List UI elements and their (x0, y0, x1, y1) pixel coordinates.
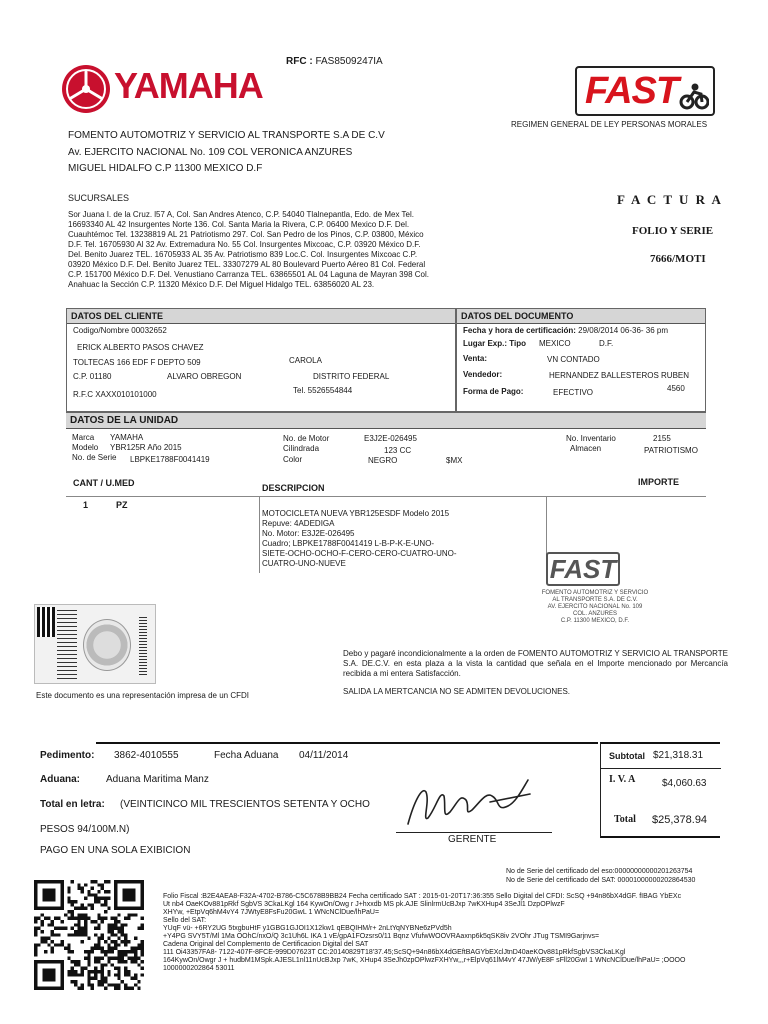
totals-divider (601, 768, 721, 769)
unit-color-label: Color (283, 455, 303, 464)
client-colony: CAROLA (289, 356, 322, 365)
fiscal-line: Cadena Original del Complemento de Certificacion Digital del SAT (163, 941, 369, 948)
customs-date-label: Fecha Aduana (214, 750, 279, 761)
seller-value: HERNANDEZ BALLESTEROS RUBEN (549, 371, 690, 380)
folio-label: FOLIO Y SERIE (632, 225, 714, 237)
unit-model-value: YBR125R Año 2015 (110, 443, 182, 452)
signer-title: GERENTE (448, 834, 497, 845)
col-header-amount: IMPORTE (638, 477, 680, 487)
unit-warehouse-value: PATRIOTISMO (644, 446, 698, 455)
client-municipality: ALVARO OBREGON (167, 372, 242, 381)
qr-code (34, 880, 144, 990)
rfc-label: RFC : (286, 56, 313, 67)
signature (400, 772, 550, 832)
document-box (456, 308, 706, 412)
iva-value: $4,060.63 (662, 778, 707, 789)
desc-line: SIETE-OCHO-OCHO-F-CERO-CERO-CUATRO-UNO- (262, 549, 457, 558)
client-rfc: R.F.C XAXX010101000 (73, 390, 157, 399)
fiscal-line: 164KywOn/Owgr J + hudbM1MSpk.AJESL1nl11nUcBJxp 7wK, XHup4 3SeJh0zpOPlwzFXHYw,,,r+ElpVq61lM4vY 47JW/yE8F sFll20GwI 1 WNcNClDue/lhPaU= ;OOOO (163, 957, 686, 964)
client-box (66, 308, 456, 412)
card-text-lines (57, 609, 77, 679)
total-label: Total (614, 814, 636, 825)
cert-date-label: Fecha y hora de certificación: (463, 326, 576, 335)
place-value-2: D.F. (599, 339, 614, 348)
pedimento-label: Pedimento: (40, 750, 95, 761)
branches-list (68, 210, 488, 290)
stamp-line: AL TRANSPORTE S.A. DE C.V. (552, 597, 638, 603)
unit-cyl-label: Cilindrada (283, 444, 320, 453)
iva-label: I. V. A (609, 774, 636, 785)
stamp-logo: FAST (546, 552, 620, 586)
client-cp: C.P. 01180 (73, 372, 112, 381)
qty-divider (259, 497, 260, 573)
pedimento-value: 3862-4010555 (114, 750, 179, 761)
total-letter-value-1: (VEINTICINCO MIL TRESCIENTOS SETENTA Y OCHO (120, 799, 370, 810)
invoice-title: F A C T U R A (617, 192, 723, 207)
desc-line: Cuadro; LBPKE1788F0041419 L-B-P-K-E-UNO- (262, 539, 435, 548)
col-header-desc: DESCRIPCION (262, 483, 325, 493)
sale-label: Venta: (463, 354, 488, 363)
unit-currency: $MX (446, 456, 463, 465)
tax-regime: REGIMEN GENERAL DE LEY PERSONAS MORALES (511, 120, 708, 129)
unit-model-label: Modelo (72, 443, 99, 452)
company-name: FOMENTO AUTOMOTRIZ Y SERVICIO AL TRANSPORTE S.A DE C.V (68, 130, 385, 141)
yamaha-logo (60, 60, 263, 116)
card-seal-icon (83, 619, 131, 671)
stamp-line: AV. EJERCITO NACIONAL No. 109 (547, 604, 643, 610)
stamp-text (520, 590, 670, 625)
company-address-2: MIGUEL HIDALFO C.P 11300 MEXICO D.F (68, 163, 263, 174)
fiscal-line: XHYw, +EtpVq6hM4vY4 7JWtyE8FsFu20GwL 1 WNcNClDue/lhPaU= (163, 909, 380, 916)
card-qr-block (37, 607, 55, 637)
unit-color-value: NEGRO (368, 456, 398, 465)
unit-brand-label: Marca (72, 433, 95, 442)
tax-id-card-image (34, 604, 156, 684)
customs-date-value: 04/11/2014 (299, 750, 349, 761)
subtotal-value: $21,318.31 (653, 750, 704, 761)
branch-line: D.F. Tel. 16705930 Al 32 Av. Extremadura No. 55 Col. Insurgentes Mixcoac, C.P. 03920 México D.F. (68, 240, 421, 249)
item-description (262, 509, 457, 569)
company-stamp (520, 548, 670, 638)
payment-extra: 4560 (667, 384, 685, 393)
yamaha-tuning-fork-icon (60, 62, 112, 116)
place-label: Lugar Exp.: Tipo (463, 339, 526, 348)
stamp-line: FOMENTO AUTOMOTRIZ Y SERVICIO (541, 590, 649, 596)
client-state: DISTRITO FEDERAL (313, 372, 390, 381)
cert-date-value: 29/08/2014 06-36- 36 pm (578, 326, 669, 335)
payment-label: Forma de Pago: (463, 387, 524, 396)
folio-value: 7666/MOTI (650, 253, 706, 265)
fiscal-line: Ut nb4 OaeKOv881pRkf SgbVS 3CkaLKgl 164 KywOn/Owg r J+hxxdb MS pk.AJE SlinlrmUcBJxp 7wKXHup4 3SeJl1 DzpOPlwzF (163, 901, 565, 908)
aduana-label: Aduana: (40, 774, 80, 785)
fiscal-line: 1000000202864 53011 (163, 965, 235, 972)
seller-label: Vendedor: (463, 370, 503, 379)
footer-top-line (96, 742, 598, 744)
desc-line: Repuve: 4ADEDIGA (262, 519, 335, 528)
branch-line: 16693340 AL 42 Insurgentes Norte 136. Col. Santa Maria la Rivera, C.P. 06400 Mexico D.F. Del. (68, 220, 410, 229)
subtotal-label: Subtotal (609, 751, 645, 761)
fast-wordmark: FAST (585, 70, 679, 112)
client-name: ERICK ALBERTO PASOS CHAVEZ (77, 343, 204, 352)
branch-line: Cuauhtémoc Tel. 13238819 AL 21 Patriotismo 297. Col. San Pedro de los Pinos, C.P. 03800, México (68, 230, 424, 239)
client-code: Codigo/Nombre 00032652 (73, 326, 167, 335)
signature-line (396, 832, 552, 833)
client-title: DATOS DEL CLIENTE (67, 309, 455, 324)
client-phone: Tel. 5526554844 (293, 386, 353, 395)
branch-line: Sor Juana I. de la Cruz. l57 A, Col. San Andres Atenco, C.P. 54040 Tlalnepantla, Edo. de Mex Tel. (68, 210, 414, 219)
rfc-line (286, 56, 383, 68)
stamp-line: C.P. 11300 MEXICO, D.F. (560, 618, 630, 624)
stamp-line: COL. ANZURES (572, 611, 617, 617)
fast-logo (575, 66, 715, 116)
fiscal-line: Sello del SAT: (163, 917, 207, 924)
col-header-qty: CANT / U.MED (73, 478, 135, 488)
aduana-value: Aduana Maritima Manz (106, 774, 209, 785)
desc-line: No. Motor: E3J2E-026495 (262, 529, 355, 538)
unit-serial-label: No. de Serie (72, 453, 117, 462)
card-side-lines (139, 615, 147, 675)
client-street: TOLTECAS 166 EDF F DEPTO 509 (73, 358, 201, 367)
payment-note: PAGO EN UNA SOLA EXIBICION (40, 845, 191, 856)
payment-value: EFECTIVO (553, 388, 594, 397)
fiscal-line: 111 Oi43357FA8- 7122-407F-8FCE-999D07623T CC:20140829T18'37.45;ScSQ+94n86bX4dGEftBAGYbEXclJtnD40aeKOv881pRkfSgbVS3CkaLKgl (163, 949, 626, 956)
fiscal-line: Folio Fiscal :B2E4AEA8-F32A-4702-B786-C5C678B9BB24 Fecha certificado SAT : 2015-01-20T17:36:355 Sello Digital del CFDI: ScSQ +94n86bX4dGF. fIBAG YbEXc (163, 893, 682, 900)
branch-line: Del. Benito Juarez TEL. 16705933 AL 35 Av. Patriotismo 839 Loc.C. Col. Insurgentes Mixcoac C.P. (68, 250, 418, 259)
document-title: DATOS DEL DOCUMENTO (457, 309, 705, 324)
branch-line: C.P. 151700 México D.F. Del. Venustiano Carranza TEL. 63865501 AL 04 Laguna de Mayran 398 Col. (68, 270, 429, 279)
item-unit: PZ (116, 500, 128, 510)
totals-box (600, 742, 720, 838)
rfc-value: FAS8509247IA (315, 56, 383, 67)
desc-line: CUATRO-UNO-NUEVE (262, 559, 346, 568)
promissory-note: Debo y pagaré incondicionalmente a la orden de FOMENTO AUTOMOTRIZ Y SERVICIO AL TRANSPORTE S.A. DE.C.V. en esta plaza a la vista la cantidad que señala en el Importe mencionado por Mercancía recibida a mi entera Satisfacción. (343, 649, 728, 678)
no-returns-note: SALIDA LA MERTCANCIA NO SE ADMITEN DEVOLUCIONES. (343, 687, 571, 696)
desc-line: MOTOCICLETA NUEVA YBR125ESDF Modelo 2015 (262, 509, 450, 518)
unit-serial-value: LBPKE1788F0041419 (130, 455, 210, 464)
unit-warehouse-label: Almacen (570, 444, 602, 453)
total-letter-label: Total en letra: (40, 799, 105, 810)
yamaha-wordmark: YAMAHA (114, 65, 263, 106)
branch-line: 03920 México D.F. Del. Benito Juarez TEL. 33307279 AL 80 Boulevard Puerto Aéreo 81 Col. Federal (68, 260, 426, 269)
place-value: MEXICO (539, 339, 571, 348)
fiscal-line: +Y4PG SVY5T/Ml 1Ma OOhC/nxO/Q 3c1Uh6L IKA 1 vE/gpA1FOzsrs0/11 Bqnz VfufwWOOVRAaxnp6k5qSK8iv 2VOhr JTug TSMI9Garjnvs= (163, 933, 600, 940)
cert-date (463, 326, 668, 336)
cfdi-note: Este documento es una representación impresa de un CFDI (36, 691, 250, 700)
unit-cyl-value: 123 CC (384, 446, 412, 455)
item-qty: 1 (83, 500, 89, 510)
issuer-certificate: No de Serie del certificado del eso:00000000000201263754 (506, 868, 693, 875)
unit-title: DATOS DE LA UNIDAD (66, 413, 706, 429)
motorcycle-icon (679, 80, 709, 110)
sale-value: VN CONTADO (547, 355, 600, 364)
unit-inventory-label: No. Inventario (566, 434, 616, 443)
unit-brand-value: YAMAHA (110, 433, 144, 442)
unit-section (66, 412, 706, 464)
branch-line: Anahuac la Sección C.P. 11320 México D.F. Del Miguel Hidalgo TEL. 63856020 AL 23. (68, 280, 375, 289)
total-value: $25,378.94 (652, 814, 708, 826)
unit-motor-value: E3J2E-026495 (364, 434, 417, 443)
company-address-1: Av. EJERCITO NACIONAL No. 109 COL VERONICA ANZURES (68, 147, 353, 158)
branches-title: SUCURSALES (68, 193, 130, 203)
fiscal-line: YUqF vü- +6RY2UG 5txgbuHtF y1GBG1GJOI1X12kw1 qEBQIHM/r+ 2nLtYqNYBNe6zPVd5h (163, 925, 452, 932)
total-letter-value-2: PESOS 94/100M.N) (40, 824, 130, 835)
sat-certificate: No de Serie del certificado del SAT: 00001000000202864530 (506, 877, 696, 884)
unit-inventory-value: 2155 (653, 434, 671, 443)
fiscal-seal-block (163, 893, 723, 973)
unit-motor-label: No. de Motor (283, 434, 330, 443)
